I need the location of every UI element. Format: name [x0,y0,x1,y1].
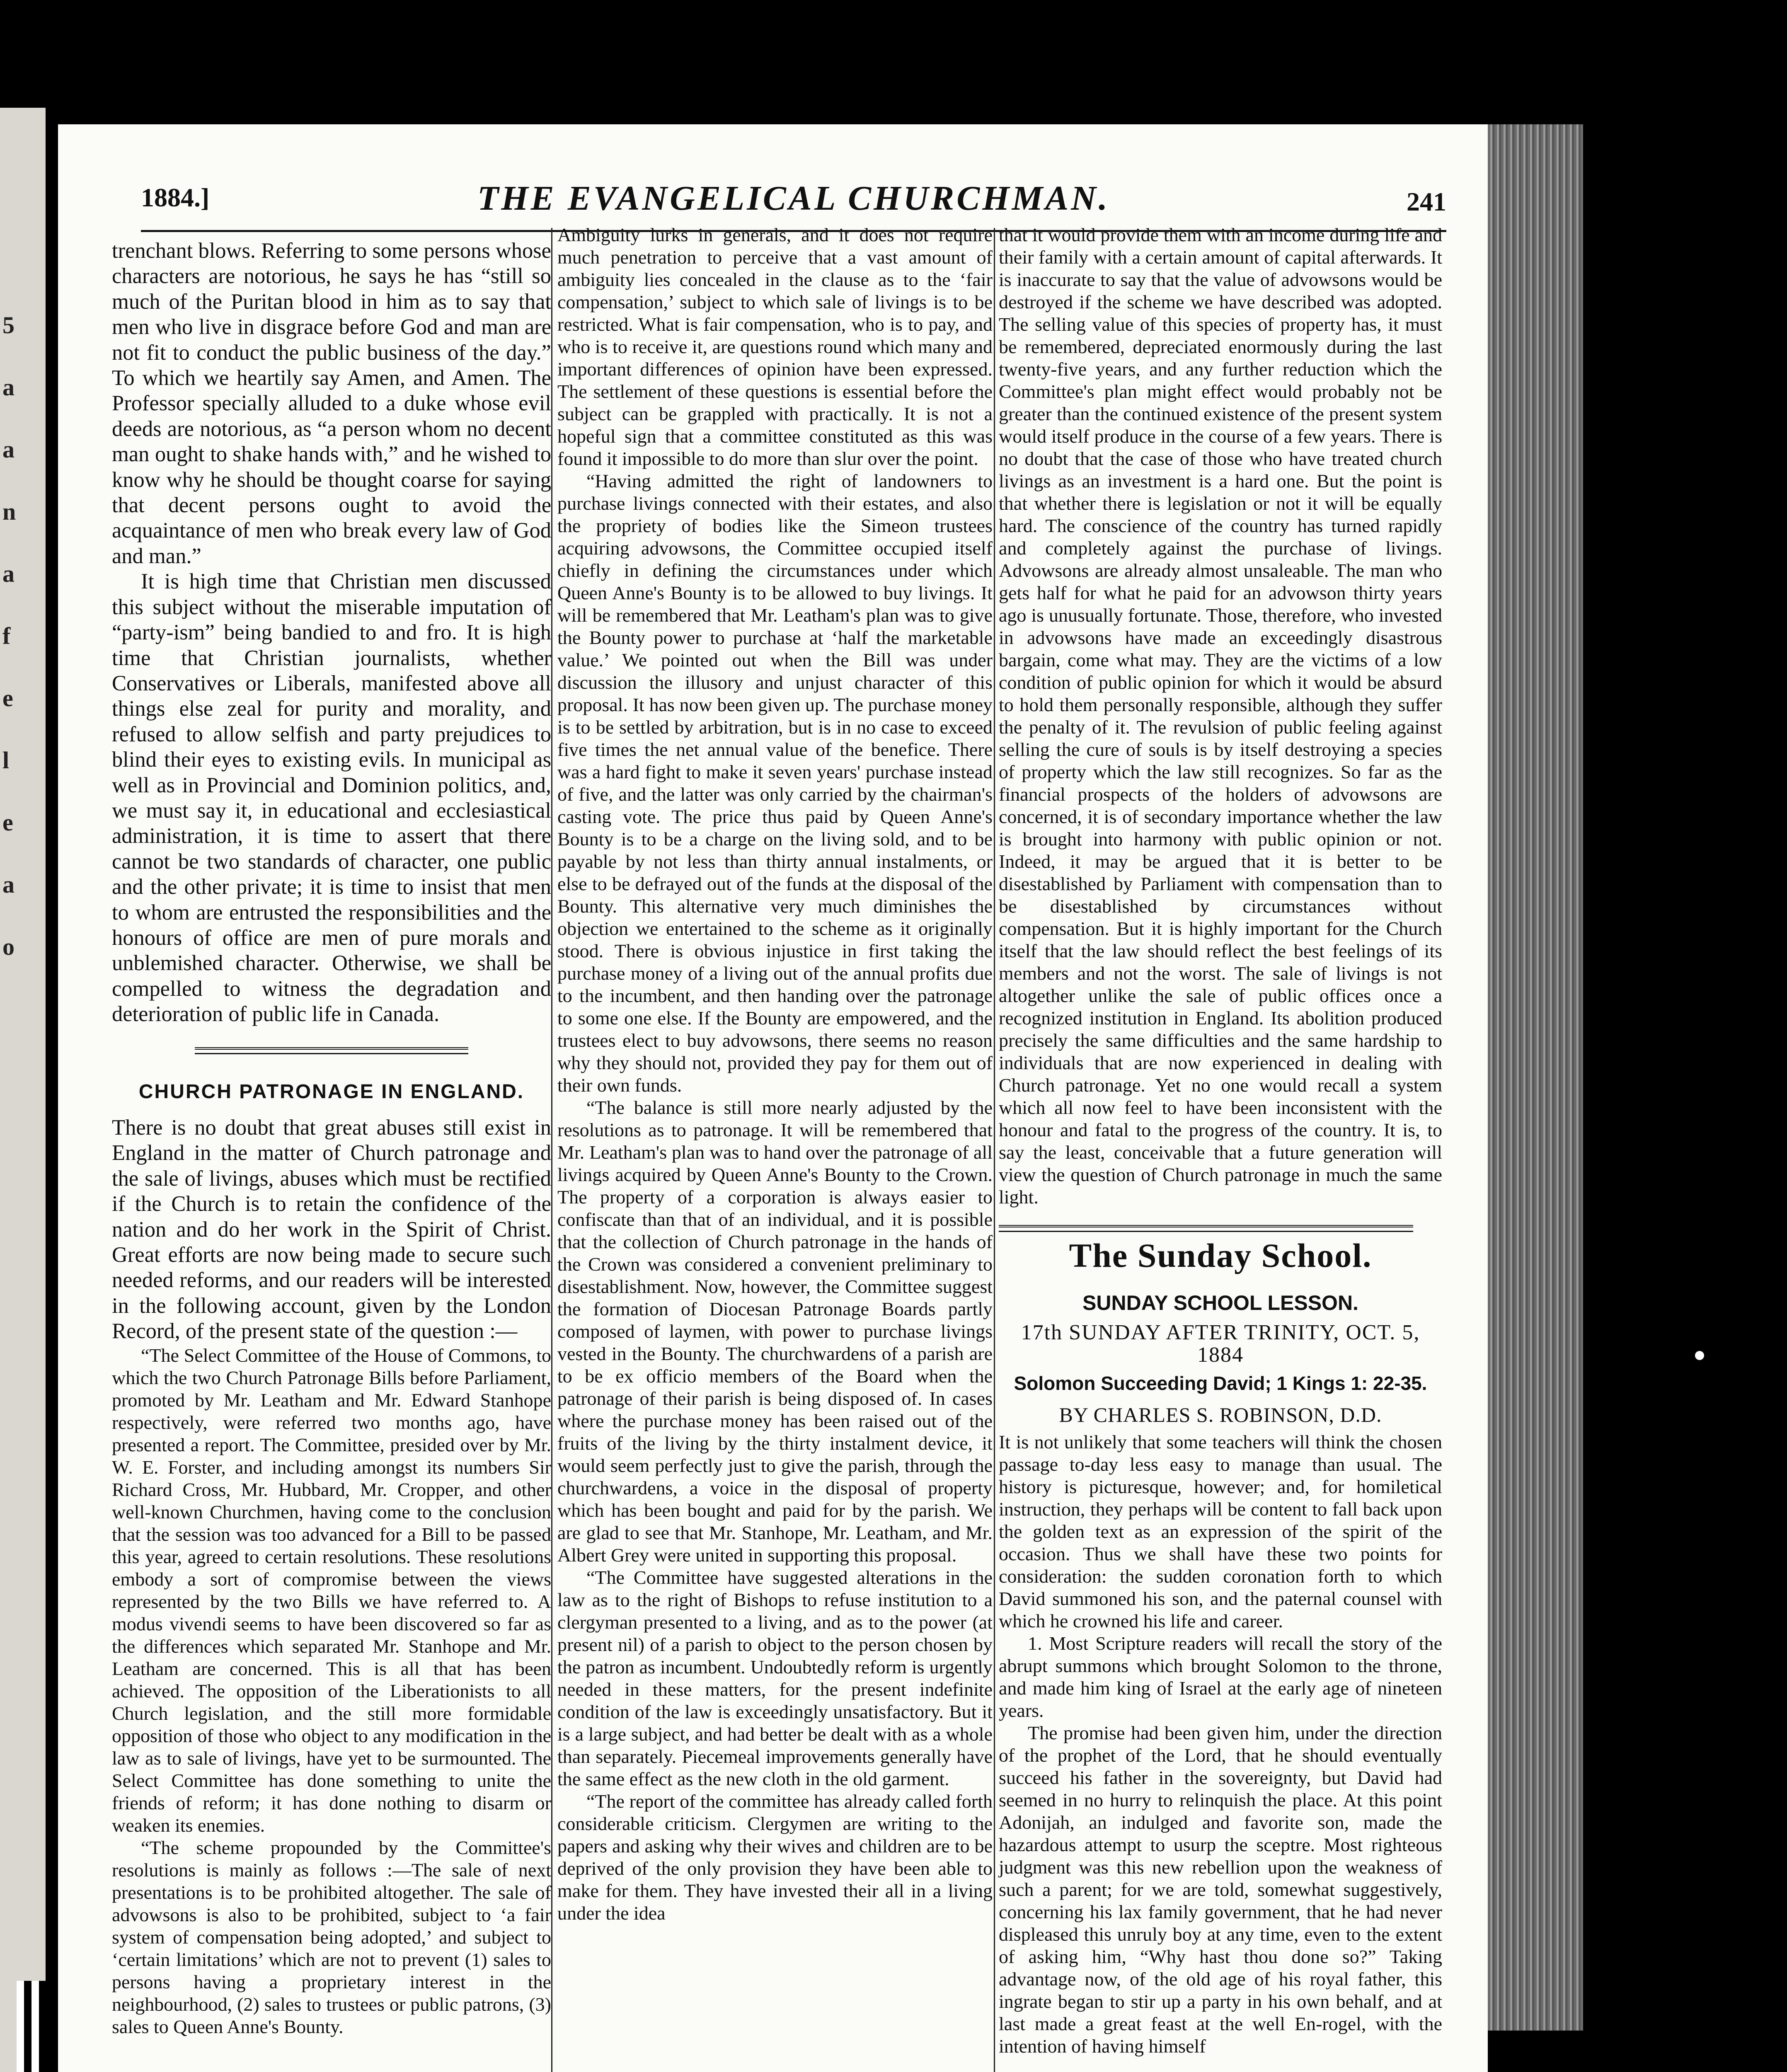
paragraph: “The scheme propounded by the Committee's resolutions is mainly as follows :—The sale of next presentations is to be prohibited altogether. The sale of advowsons is also to be prohibited, subject to ‘a fair system of compensation being adopted,’ and subject to ‘certain limitations’ which are not to prevent (1) sales to persons having a proprietary interest in the neighbourhood, (2) sales to trustees or public patrons, (3) sales to Queen Anne's Bounty. [112,1837,551,2037]
paragraph: There is no doubt that great abuses still exist in England in the matter of Church patronage and the sale of livings, abuses which must be rectified if the Church is to retain the confidence of the nation and do her work in the Spirit of Christ. Great efforts are now being made to secure such needed reforms, and our readers will be interested in the following account, given by the London Record, of the present state of the question :— [112,1116,551,1343]
scan-speck [1695,1351,1704,1360]
paragraph: trenchant blows. Referring to some persons whose characters are notorious, he says he has “still so much of the Puritan blood in him as to say that men who live in disgrace before God and man are not fit to conduct the public business of the day.” To which we heartily say Amen, and Amen. The Professor specially alluded to a duke whose evil deeds are notorious, as “a person whom no decent man ought to shake hands with,” and he wished to know why he should be thought coarse for saying that decent persons ought to avoid the acquaintance of men who break every law of God and man.” [112,239,551,568]
header-title: THE EVANGELICAL CHURCHMAN. [477,179,1110,218]
paragraph: “The Select Committee of the House of Commons, to which the two Church Patronage Bills before Parliament, promoted by Mr. Leatham and Mr. Edward Stanhope respectively, were referred two months ago, have presented a report. The Committee, presided over by Mr. W. E. Forster, and including amongst its numbers Sir Richard Cross, Mr. Hubbard, Mr. Cropper, and other well-known Churchmen, having come to the conclusion that the session was too advanced for a Bill to be passed this year, agreed to certain resolutions. These resolutions embody a sort of compromise between the views represented by the two Bills we have referred to. A modus vivendi seems to have been discovered so far as the differences which separated Mr. Stanhope and Mr. Leatham are concerned. This is all that has been achieved. The opposition of the Liberationists to all Church legislation, and the still more formidable opposition of those who object to any modification in the law as to sale of livings, have yet to be surmounted. The Select Committee has done something to unite the friends of reform; it has done nothing to disarm or weaken its enemies. [112,1344,551,1836]
paragraph: 1. Most Scripture readers will recall the story of the abrupt summons which brought Solomon to the throne, and made him king of Israel at the early age of nineteen years. [999,1633,1442,1721]
section-divider [195,1047,468,1054]
section-divider [999,1225,1413,1232]
paragraph: “The report of the committee has already called forth considerable criticism. Clergymen are writing to the papers and asking why their wives and children are to be deprived of the only provision they have been able to make for them. They have invested their all in a living under the idea [557,1791,993,1924]
lesson-reference: Solomon Succeeding David; 1 Kings 1: 22-35. [1014,1372,1427,1394]
paragraph: “Having admitted the right of landowners to purchase livings connected with their estates, and also the propriety of bodies like the Simeon trustees acquiring advowsons, the Committee occupied itself chiefly in defining the circumstances under which Queen Anne's Bounty is to be allowed to buy livings. It will be remembered that Mr. Leatham's plan was to give the Bounty power to purchase at ‘half the marketable value.’ We pointed out when the Bill was under discussion the illusory and unjust character of this proposal. It has now been given up. The purchase money is to be settled by arbitration, but is in no case to exceed five times the net annual value of the benefice. There was a hard fight to make it seven years' purchase instead of five, and the latter was only carried by the chairman's casting vote. The price thus paid by Queen Anne's Bounty is to be a charge on the living sold, and to be payable by not less than thirty annual instalments, or else to be defrayed out of the funds at the disposal of the Bounty. This alternative very much diminishes the objection we entertained to the scheme as it originally stood. There is obvious injustice in first taking the purchase money of a living out of the annual profits due to the incumbent, and then handing over the patronage to some one else. If the Bounty are empowered, and the trustees elect to buy advowsons, there seems no reason why they should not, provided they pay for them out of their own funds. [557,470,993,1096]
lesson-date: 17th SUNDAY AFTER TRINITY, OCT. 5, 1884 [1021,1321,1420,1367]
adjacent-page-edge [0,108,46,2072]
adjacent-page-fragment: 5 a a n a f e l e a o [2,312,16,960]
lesson-heading: SUNDAY SCHOOL LESSON. [1082,1291,1358,1314]
department-title: The Sunday School. [1069,1237,1372,1274]
scan-edge-bars [17,1981,46,2072]
paragraph: that it would provide them with an income during life and their family with a certain amount of capital afterwards. It is inaccurate to say that the value of advowsons would be destroyed if the scheme we have described was adopted. The selling value of this species of property has, it must be remembered, depreciated enormously during the last twenty-five years, and any further reduction which the Committee's plan might effect would probably not be greater than the continued existence of the present system would itself produce in the course of a few years. There is no doubt that the case of those who have treated church livings as an investment is a hard one. But the point is that whether there is legislation or not it will be equally hard. The conscience of the country has turned rapidly and completely against the purchase of livings. Advowsons are already almost unsaleable. The man who gets half for what he paid for an advowson thirty years ago is unusually fortunate. Those, therefore, who invested in advowsons have made an exceedingly disastrous bargain, come what may. They are the victims of a low condition of public opinion for which it would be absurd to hold them personally responsible, although they suffer the penalty of it. The revulsion of public feeling against selling the cure of souls is by itself destroying a species of property which the law still recognizes. So far as the financial prospects of the holders of advowsons are concerned, it is of secondary importance whether the law is brought into harmony with public opinion or not. Indeed, it may be argued that it is better to be disestablished by Parliament with compensation than to be disestablished by circumstances without compensation. But it is highly important for the Church itself that the law should reflect the best feelings of its members and not the worst. The sale of livings is not altogether unlike the sale of public offices once a recognized institution in England. Its abolition produced precisely the same difficulties and the same hardship to individuals that are now experienced in dealing with Church patronage. Yet no one would recall a system which all now feel to have been inconsistent with the honour and fatal to the progress of the country. It is, to say the least, conceivable that a future generation will view the question of Church patronage in much the same light. [999,224,1442,1208]
header-page-number: 241 [1407,187,1446,216]
section-heading: CHURCH PATRONAGE IN ENGLAND. [138,1080,525,1103]
page-header [141,178,1446,228]
paragraph: It is high time that Christian men discussed this subject without the miserable imputation of “party-ism” being bandied to and fro. It is high time that Christian journalists, whether Conservatives or Liberals, manifested above all things else zeal for purity and morality, and refused to allow selfish and party prejudices to blind their eyes to existing evils. In municipal as well as in Provincial and Dominion politics, and, we must say it, in educational and ecclesiastical administration, it is time to assert that there cannot be two standards of character, one public and the other private; it is time to insist that men to whom are entrusted the responsibilities and the honours of office are men of pure morals and unblemished character. Otherwise, we shall be compelled to witness the degradation and deterioration of public life in Canada. [112,569,551,1026]
column-3 [999,224,1442,2057]
header-year: 1884.] [141,183,210,212]
column-rule [994,228,995,2072]
paragraph: It is not unlikely that some teachers will think the chosen passage to-day less easy to manage than usual. The history is picturesque, however; and, for homiletical instruction, they perhaps will be content to fall back upon the golden text as an expression of the spirit of the occasion. Thus we shall have these two points for consideration: the sudden coronation forth to which David summoned his son, and the paternal counsel with which he crowned his life and career. [999,1431,1442,1631]
column-1 [112,238,551,2038]
book-page-stack [1488,124,1583,2031]
column-rule [551,228,552,2072]
paragraph: “The balance is still more nearly adjusted by the resolutions as to patronage. It will be remembered that Mr. Leatham's plan was to hand over the patronage of all livings acquired by Queen Anne's Bounty to the Crown. The property of a corporation is always easier to confiscate than that of an individual, and it is possible that the collection of Church patronage in the hands of the Crown was considered a convenient preliminary to disestablishment. Now, however, the Committee suggest the formation of Diocesan Patronage Boards partly composed of laymen, with power to purchase livings vested in the Bounty. The churchwardens of a parish are to be ex officio members of the Board when the patronage of their parish is being disposed of. In cases where the purchase money has been raised out of the fruits of the living by the thirty instalment device, it would seem perfectly just to give the parish, through the churchwardens, a voice in the disposal of property which has been bought and paid for by the parish. We are glad to see that Mr. Stanhope, Mr. Leatham, and Mr. Albert Grey were united in supporting this proposal. [557,1097,993,1566]
paragraph: The promise had been given him, under the direction of the prophet of the Lord, that he should eventually succeed his father in the sovereignty, but David had seemed in no hurry to relinquish the place. At this point Adonijah, an indulged and favorite son, made the hazardous attempt to usurp the sceptre. Most righteous judgment was this new rebellion upon the weakness of such a parent; for we are told, somewhat suggestively, concerning his lax family government, that he had never displeased this unruly boy at any time, even to the extent of asking him, “Why hast thou done so?” Taking advantage now, of the old age of his royal father, this ingrate began to stir up a party in his own behalf, and at last made a great feast at the well En-rogel, with the intention of having himself [999,1722,1442,2057]
newspaper-page [58,124,1488,2072]
paragraph: Ambiguity lurks in generals, and it does not require much penetration to perceive that a vast amount of ambiguity lies concealed in the clause as to the ‘fair compensation,’ subject to which sale of livings is to be restricted. What is fair compensation, who is to pay, and who is to receive it, are questions round which many and important differences of opinion have been expressed. The settlement of these questions is essential before the subject can be grappled with practically. It is not a hopeful sign that a committee constituted as this was found it impossible to do more than slur over the point. [557,224,993,469]
lesson-author: BY CHARLES S. ROBINSON, D.D. [1059,1403,1382,1426]
paragraph: “The Committee have suggested alterations in the law as to the right of Bishops to refuse institution to a clergyman presented to a living, and as to the power (at present nil) of a parish to object to the person chosen by the patron as incumbent. Undoubtedly reform is urgently needed in these matters, for the present indefinite condition of the law is exceedingly unsatisfactory. But it is a large subject, and had better be dealt with as a whole than separately. Piecemeal improvements generally have the same effect as the new cloth in the old garment. [557,1567,993,1789]
column-2 [557,224,993,1924]
